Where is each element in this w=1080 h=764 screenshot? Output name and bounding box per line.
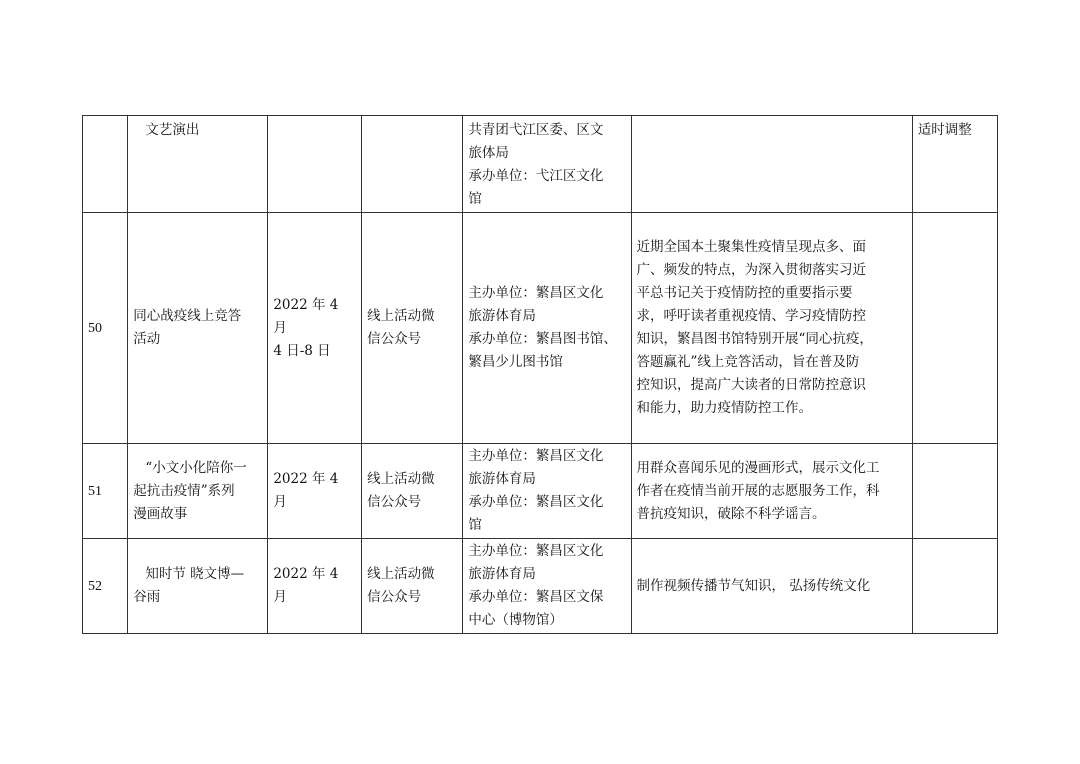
remarks bbox=[912, 213, 997, 444]
activity-form: 线上活动微 信公众号 bbox=[362, 539, 463, 634]
activity-description bbox=[631, 116, 912, 213]
activity-description: 用群众喜闻乐见的漫画形式，展示文化工 作者在疫情当前开展的志愿服务工作，科 普抗疫知识，破除不科学谣言。 bbox=[631, 444, 912, 539]
row-number: 50 bbox=[83, 213, 128, 444]
row-number: 52 bbox=[83, 539, 128, 634]
remarks bbox=[912, 539, 997, 634]
activity-name: 同心战疫线上竞答 活动 bbox=[128, 213, 268, 444]
table-row bbox=[83, 116, 998, 213]
activity-time: 2022 年 4 月 bbox=[268, 444, 362, 539]
table-row bbox=[83, 213, 998, 444]
activity-name: 文艺演出 bbox=[128, 116, 268, 213]
activity-time: 2022 年 4 月 4 日-8 日 bbox=[268, 213, 362, 444]
activity-time: 2022 年 4 月 bbox=[268, 539, 362, 634]
row-number bbox=[83, 116, 128, 213]
activity-form: 线上活动微 信公众号 bbox=[362, 213, 463, 444]
activity-description: 制作视频传播节气知识， 弘扬传统文化 bbox=[631, 539, 912, 634]
activity-time bbox=[268, 116, 362, 213]
activities-table bbox=[82, 115, 998, 634]
remarks: 适时调整 bbox=[912, 116, 997, 213]
activity-description: 近期全国本土聚集性疫情呈现点多、面 广、频发的特点，为深入贯彻落实习近 平总书记关于疫情防控的重要指示要 求，呼吁读者重视疫情、学习疫情防控 知识，繁昌图书馆特别开展“同心抗疫， 答题赢礼”线上竞答活动，旨在普及防 控知识，提高广大读者的日常防控意识 和能力，助力疫情防控工作。 bbox=[631, 213, 912, 444]
remarks bbox=[912, 444, 997, 539]
row-number: 51 bbox=[83, 444, 128, 539]
activity-name: 知时节 晓文博— 谷雨 bbox=[128, 539, 268, 634]
activity-name: “小文小化陪你一 起抗击疫情”系列 漫画故事 bbox=[128, 444, 268, 539]
organizer-units: 主办单位：繁昌区文化 旅游体育局 承办单位：繁昌图书馆、 繁昌少儿图书馆 bbox=[463, 213, 631, 444]
table-row bbox=[83, 444, 998, 539]
organizer-units: 主办单位：繁昌区文化 旅游体育局 承办单位：繁昌区文保 中心（博物馆） bbox=[463, 539, 631, 634]
activity-form bbox=[362, 116, 463, 213]
organizer-units: 共青团弋江区委、区文 旅体局 承办单位：弋江区文化 馆 bbox=[463, 116, 631, 213]
table-row bbox=[83, 539, 998, 634]
organizer-units: 主办单位：繁昌区文化 旅游体育局 承办单位：繁昌区文化 馆 bbox=[463, 444, 631, 539]
activity-form: 线上活动微 信公众号 bbox=[362, 444, 463, 539]
